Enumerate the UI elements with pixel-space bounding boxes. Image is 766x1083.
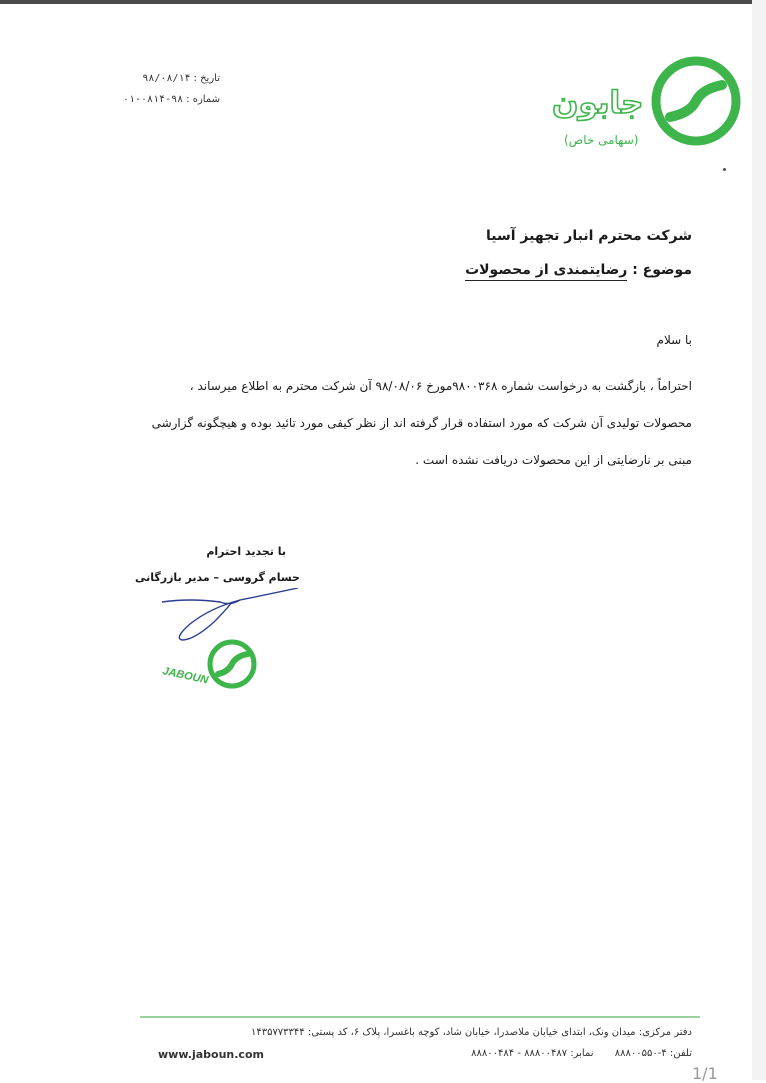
body-line: مبنی بر نارضایتی از این محصولات دریافت نشده است . bbox=[415, 453, 692, 467]
signer-name: حسام گروسی – مدیر بازرگانی bbox=[134, 571, 300, 584]
logo-wordmark: جابون bbox=[552, 85, 644, 121]
footer-fax: نمابر: ۸۸۸۰۰۴۸۷ - ۸۸۸۰۰۴۸۴ bbox=[471, 1048, 594, 1059]
scan-speck bbox=[723, 168, 726, 171]
scan-top-edge bbox=[0, 0, 766, 4]
date-label: تاریخ : bbox=[193, 73, 220, 84]
scan-right-edge bbox=[752, 0, 766, 1080]
number-row bbox=[120, 89, 220, 110]
subject-label: موضوع : bbox=[632, 262, 692, 278]
body-line: محصولات تولیدی آن شرکت که مورد استفاده قرار گرفته اند از نظر کیفی مورد تائید بوده و هیچگونه گزارشی bbox=[151, 416, 692, 430]
footer-address: دفتر مرکزی: میدان ونک، ابتدای خیابان ملاصدرا، خیابان شاد، کوچه باغسرا، پلاک ۶، کد پستی: ۱۴۳۵۷۷۳۳۴۴ bbox=[250, 1027, 692, 1038]
footer-phone: تلفن: ۴-۸۸۸۰۰۵۵۰ bbox=[614, 1048, 692, 1059]
footer-contacts bbox=[453, 1048, 692, 1059]
letter-meta bbox=[120, 68, 220, 110]
company-stamp bbox=[158, 636, 258, 692]
letter-body bbox=[110, 368, 692, 479]
number-label: شماره : bbox=[186, 94, 220, 105]
stamp-text: JABOUN bbox=[161, 665, 210, 687]
greeting: با سلام bbox=[656, 333, 692, 347]
footer-website: www.jaboun.com bbox=[158, 1048, 264, 1061]
number-value: ۹۸-۰۸۱۴-۰۱ bbox=[122, 94, 184, 105]
page-number: 1/1 bbox=[692, 1064, 718, 1083]
recipient: شرکت محترم انبار تجهیز آسیا bbox=[485, 228, 692, 244]
date-row bbox=[120, 68, 220, 89]
subject-line bbox=[465, 262, 692, 278]
company-logo bbox=[552, 55, 742, 150]
subject-value: رضایتمندی از محصولات bbox=[465, 262, 627, 281]
body-line: احتراماً ، بازگشت به درخواست شماره ۹۸۰۰۳۶۸مورخ ۹۸/۰۸/۰۶ آن شرکت محترم به اطلاع میرساند ، bbox=[189, 379, 692, 393]
date-value: ۹۸/۰۸/۱۴ bbox=[142, 73, 191, 84]
footer-divider bbox=[140, 1016, 700, 1018]
logo-emblem-icon bbox=[650, 55, 742, 147]
logo-subtitle: (سهامی خاص) bbox=[564, 133, 639, 147]
closing: با تجدید احترام bbox=[206, 545, 286, 558]
